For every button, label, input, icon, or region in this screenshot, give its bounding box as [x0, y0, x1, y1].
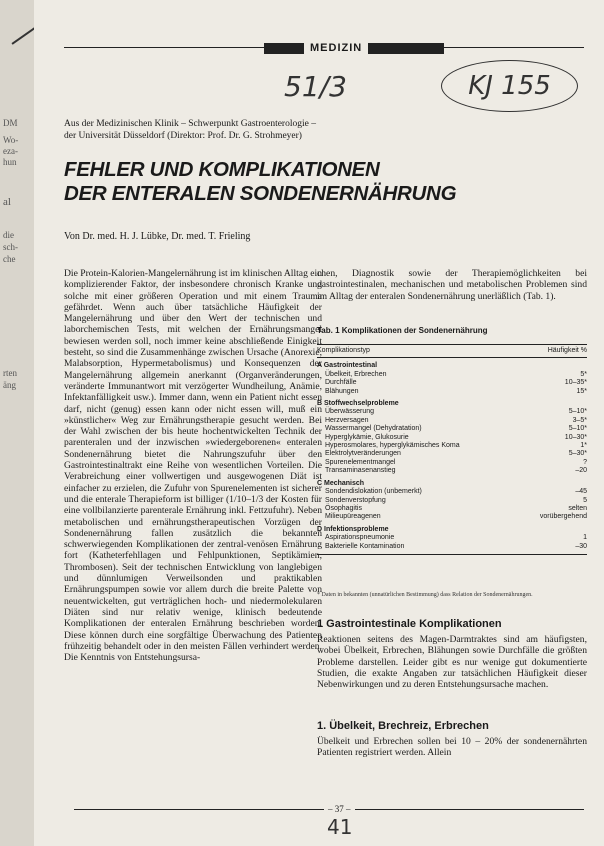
table-row [317, 408, 587, 416]
document-page [34, 0, 604, 846]
body-column-left: Die Protein-Kalorien-Mangelernährung ist im klinischen Alltag ein komplizierender Faktor, der insbesondere chronisch Kranke und solche mit einer größeren Operation und mit einem Trauma gefährdet. Wenn auch über tatsächliche Häufigkeit der Mangelernährung und über den Wert der technischen und laborchemischen Tests, mit welchen der Ernährungsmangel bewiesen werden soll, noch immer keine abschließende Einigkeit besteht, so sind die Zusammenhänge zwischen Ursache (Anorexie, Malabsorption, Hypermetabolismus) und Konsequenzen der Mangelernährung allgemein anerkannt (Organveränderungen, veränderte Immunantwort mit verzögerter Wundheilung, Anämie, Infektanfälligkeit usw.). Immer dann, wenn ein Patient nicht essen darf, nicht (genug) essen kann oder nicht essen will, muß ein »künstlicher« Weg zur Ernährungstherapie gesucht werden. Bei der Wahl zwischen der bis heute hochentwickelten Technik der parenteralen und der inzwischen »wiedergeborenen« enteralen Sondenernährung bietet die Nahrungszufuhr über den Gastrointestinaltrakt eine Reihe von wesentlichen Vorteilen. Die Verabreichung einer vollwertigen und ausgewogenen Diät ist einfacher zu erzielen, die Zufuhr von Spurenelementen ist sicherer und die enterale Therapieform ist billiger (1/10–1/3 der Kosten für eine vollbilanzierte parenterale Ernährung inkl. Fettzufuhr). Neben metabolischen und ernährungstherapeutischen Vorzügen der Sondenernährung fallen zusätzlich die bekannten schwerwiegenden Komplikationen der zentral-venösen Ernährung fort (Katheterfehllagen und Fehlpunktionen, Septikämien, Thrombosen). Seit der technischen Entwicklung von langlebigen und dünnlumigen Verweilsonden und praktikablen Ernährungspumpen sowie vor allem durch die breite Palette von neuentwickelten, gut verträglichen hoch- und niedermolekularen Diäten sind nur relativ wenige, klinisch bedeutende Komplikationen der enteralen Ernährung beschrieben worden. Diese können durch eine sorgfältige Überwachung des Patienten frühzeitig behandelt oder in den meisten Fällen verhindert werden. Die Kenntnis von Entstehungsursa- [64, 268, 322, 664]
table-cell-label: Hyperosmolares, hyperglykämisches Koma [325, 442, 460, 450]
table-footnote: * Daten in bekannten (unnatürlichen Bestimmung) dass Relation der Sondenernährungen. [317, 592, 533, 598]
table-cell-label: Aspirationspneumonie [325, 534, 395, 542]
table-cell-label: Elektrolytveränderungen [325, 450, 401, 458]
table-row [317, 459, 587, 467]
table-cell-value: 3–5* [572, 416, 587, 424]
margin-snippet: hun [3, 157, 17, 167]
table-row [317, 467, 587, 475]
margin-snippet: eza- [3, 146, 18, 156]
table-row [317, 450, 587, 458]
page-number: – 37 – [324, 804, 355, 814]
table-row [317, 379, 587, 387]
table-cell-value: 5–10* [568, 425, 587, 433]
section-heading: 1 Gastrointestinale Komplikationen [317, 618, 502, 630]
table-cell-value: 5–10* [568, 408, 587, 416]
margin-snippet: al [3, 196, 11, 208]
table-cell-label: Wassermangel (Dehydratation) [325, 425, 422, 433]
margin-snippet: che [3, 254, 16, 264]
table-row [317, 417, 587, 425]
table-group-title: C Mechanisch [317, 479, 365, 487]
table-group-title: A Gastrointestinal [317, 362, 378, 370]
table-cell-label: Sondenverstopfung [325, 496, 386, 504]
body-column-right-intro: chen, Diagnostik sowie der Therapiemöglichkeiten bei gastrointestinalen, mechanischen und metabolischen Problemen sind im Alltag der enteralen Sondenernährung unerläßlich (Tab. 1). [317, 268, 587, 302]
table-cell-label: Transaminasenanstieg [325, 467, 396, 475]
table-cell-label: Übelkeit, Erbrechen [325, 370, 387, 378]
margin-snippet: äng [3, 380, 16, 390]
table-cell-label: Durchfälle [325, 379, 357, 387]
table-cell-value: 1* [580, 442, 587, 450]
table-cell-label: Bakterielle Kontamination [325, 542, 405, 550]
table-row [317, 513, 587, 521]
table-caption: Tab. 1 Komplikationen der Sondenernährung [317, 326, 488, 335]
table-cell-label: Überwässerung [325, 408, 375, 416]
table-row [317, 371, 587, 379]
table-cell-value: –45 [575, 488, 587, 496]
article-title [64, 158, 456, 206]
table-group-title: B Stoffwechselprobleme [317, 400, 399, 408]
table-row [317, 388, 587, 396]
section-paragraph: Reaktionen seitens des Magen-Darmtraktes sind am häufigsten, wobei Übelkeit, Erbrechen, Blähungen sowie Durchfälle die größten Probleme darstellen. Leider gibt es nur wenige gut dokumentierte Studien, die exakte Angaben zur tatsächlichen Häufigkeit dieser Nebenwirkungen und zu deren Entstehungsursache machen. [317, 634, 587, 691]
title-line: FEHLER UND KOMPLIKATIONEN [64, 158, 380, 181]
subsection-heading: 1. Übelkeit, Brechreiz, Erbrechen [317, 720, 489, 732]
table-cell-label: Herzversagen [325, 416, 369, 424]
table-cell-label: Spurenelementmangel [325, 458, 396, 466]
table-cell-value: vorübergehend [539, 513, 587, 521]
table-rule [317, 554, 587, 555]
margin-snippet: Wo- [3, 135, 19, 145]
complications-table [317, 344, 587, 555]
table-row [317, 488, 587, 496]
table-header-cell: Komplikationstyp [317, 347, 370, 354]
table-cell-label: Hyperglykämie, Glukosurie [325, 433, 409, 441]
adjacent-page-margin [0, 0, 35, 846]
table-row [317, 434, 587, 442]
table-cell-value: 10–35* [564, 379, 587, 387]
title-line: DER ENTERALEN SONDENERNÄHRUNG [64, 182, 457, 205]
table-row [317, 425, 587, 433]
table-cell-label: Blähungen [325, 387, 359, 395]
institution-line: der Universität Düsseldorf (Direktor: Prof. Dr. G. Strohmeyer) [64, 131, 302, 141]
table-cell-value: 5* [580, 370, 587, 378]
margin-snippet: die [3, 230, 14, 240]
margin-snippet: DM [3, 118, 18, 128]
table-row [317, 534, 587, 542]
table-header [317, 344, 587, 358]
margin-snippet: rten [3, 368, 17, 378]
table-cell-value: selten [568, 504, 587, 512]
table-cell-value: ? [583, 458, 587, 466]
table-cell-value: 10–30* [564, 433, 587, 441]
table-cell-label: Sondendislokation (unbemerkt) [325, 488, 422, 496]
table-row [317, 497, 587, 505]
table-cell-value: 15* [576, 387, 587, 395]
table-cell-value: 5–30* [568, 450, 587, 458]
subsection-paragraph: Übelkeit und Erbrechen sollen bei 10 – 20% der sondenernährten Patienten registriert werden. Allein [317, 736, 587, 759]
table-cell-value: –30 [575, 542, 587, 550]
table-cell-label: Ösophagitis [325, 504, 362, 512]
table-header-cell: Häufigkeit % [547, 347, 587, 354]
table-row [317, 442, 587, 450]
handwritten-page-note: 41 [327, 815, 353, 839]
table-cell-value: 1 [583, 534, 587, 542]
handwritten-circled-note: KJ 155 [441, 60, 578, 112]
institution [64, 118, 316, 142]
table-cell-value: –20 [575, 467, 587, 475]
handwritten-note: 51/3 [284, 70, 347, 103]
table-row [317, 543, 587, 551]
authors: Von Dr. med. H. J. Lübke, Dr. med. T. Frieling [64, 231, 251, 242]
table-body [317, 362, 587, 551]
table-group-title: D Infektionsprobleme [317, 525, 389, 533]
table-row [317, 505, 587, 513]
institution-line: Aus der Medizinischen Klinik – Schwerpunkt Gastroenterologie – [64, 119, 316, 129]
section-header: MEDIZIN [304, 42, 368, 54]
table-cell-value: 5 [583, 496, 587, 504]
margin-snippet: sch- [3, 242, 18, 252]
table-cell-label: Milieupüreagenen [325, 513, 381, 521]
